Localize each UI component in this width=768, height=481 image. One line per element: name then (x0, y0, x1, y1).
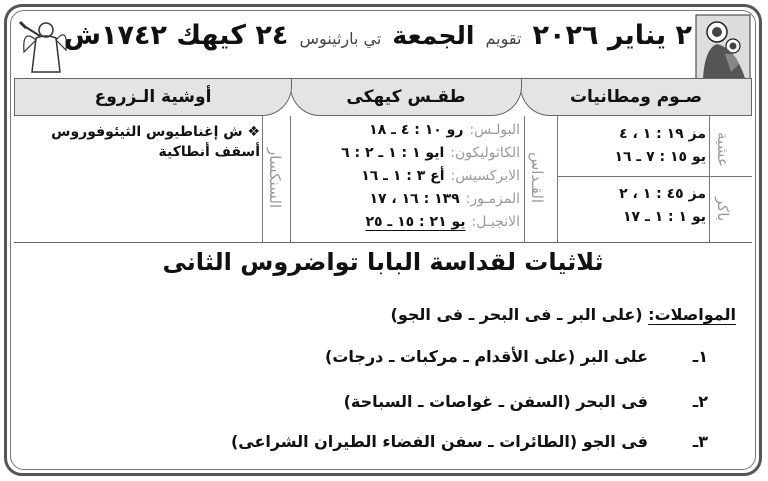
page-header (63, 20, 692, 72)
matins-psalm: مز ٤٥ : ١ ، ٢ (619, 186, 706, 202)
reading-pauline: البولـس:رو ١٠ : ٤ ـ ١٨ (369, 122, 520, 138)
coptic-date: ٢٤ كيهك ١٧٤٢ش (63, 20, 289, 51)
transport-label: المواصلات: (648, 305, 736, 324)
rite-header: طقـس كيهكى (290, 78, 522, 116)
gregorian-date: ٢ يناير ٢٠٢٦ (532, 20, 692, 51)
vespers-gospel: يو ١٥ : ٧ ـ ١٦ (614, 149, 706, 165)
synaxarium-entry: ❖ ش إغناطيوس الثيئوفوروس أسقف أنطاكية (51, 124, 260, 160)
reading-praxis: الابركسيس:أع ٣ : ١ ـ ١٦ (361, 168, 520, 184)
matins-gospel: يو ١ : ١ ـ ١٧ (622, 209, 706, 225)
weekday: الجمعة (392, 21, 475, 50)
virgin-and-child-icon (695, 14, 751, 80)
fasts-header: صـوم ومطانيات (520, 78, 752, 116)
matins-label: باكر (714, 196, 732, 222)
liturgy-label: القـداس (528, 152, 546, 204)
vestments-header: أوشية الـزروع (14, 78, 292, 116)
angel-trumpet-icon (18, 16, 70, 80)
vespers-label: عشية (714, 131, 732, 167)
transport-value: (على البر ـ فى البحر ـ فى الجو) (390, 305, 643, 324)
list-item: ٣ـفى الجو (الطائرات ـ سفن الفضاء الطيران الشراعى) (230, 432, 708, 451)
coptic-prefix: تي بارثينوس (299, 29, 382, 48)
bullet-icon: ❖ (247, 124, 260, 140)
transport-line (391, 305, 736, 324)
vespers-psalm: مز ١٩ : ١ ، ٤ (619, 126, 706, 142)
list-item: ١ـعلى البر (على الأقدام ـ مركبات ـ درجات) (325, 347, 708, 366)
reading-catholicon: الكاثوليكون:ايو ١ : ١ ـ ٢ : ٦ (341, 145, 520, 161)
list-item: ٢ـفى البحر (السفن ـ غواصات ـ السباحة) (343, 392, 708, 411)
calendar-label: تقويم (485, 29, 522, 48)
main-title: ثلاثيات لقداسة البابا تواضروس الثانى (162, 248, 604, 276)
synaxarium-label: السنكسار (266, 147, 284, 209)
reading-psalm: المزمـور:١٣٩ : ١٦ ، ١٧ (369, 191, 520, 207)
reading-gospel: الانجيـل:يو ٢١ : ١٥ ـ ٢٥ (365, 214, 520, 230)
